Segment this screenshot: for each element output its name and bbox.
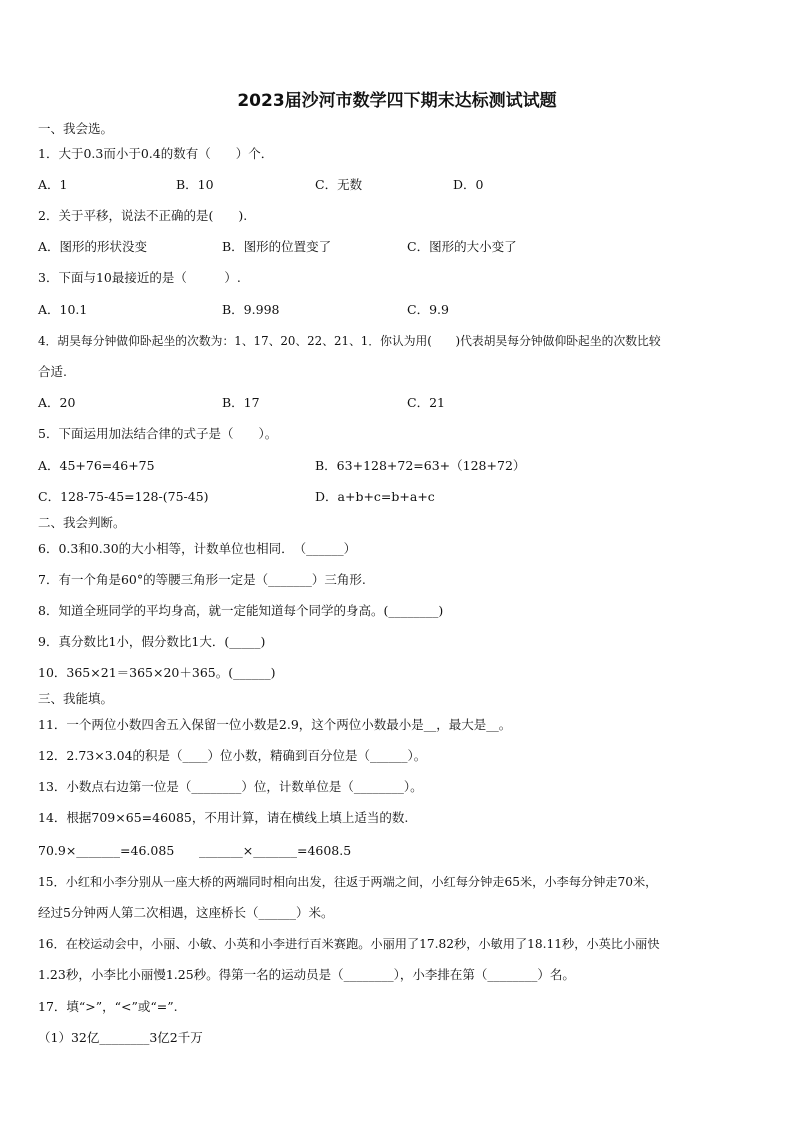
question-17: 17．填“>”，“<”或“=”. (38, 999, 178, 1014)
option-a: A．45+76=46+75 (38, 458, 155, 473)
question-17-part-1: （1）32亿________3亿2千万 (38, 1030, 203, 1045)
option-c: C．图形的大小变了 (407, 239, 517, 254)
question-5: 5．下面运用加法结合律的式子是（ ）。 (38, 426, 278, 441)
option-c: C．21 (407, 395, 445, 410)
section-heading: 二、我会判断。 (38, 515, 126, 530)
option-a: A．20 (38, 395, 76, 410)
question-4: 4．胡昊每分钟做仰卧起坐的次数为：1、17、20、22、21、1．你认为用( )代表胡昊每分钟做仰卧起坐的次数比较 (38, 334, 661, 348)
option-a: A．图形的形状没变 (38, 239, 148, 254)
option-d: D．0 (453, 177, 484, 192)
question-6: 6．0.3和0.30的大小相等，计数单位也相同． （______） (38, 541, 357, 556)
question-3: 3．下面与10最接近的是（ ）. (38, 270, 241, 285)
option-d: D．a+b+c=b+a+c (315, 489, 435, 504)
section-heading: 三、我能填。 (38, 691, 114, 706)
question-9: 9．真分数比1小，假分数比1大．(_____) (38, 634, 266, 649)
question-1: 1．大于0.3而小于0.4的数有（ ）个． (38, 146, 274, 161)
question-15: 15．小红和小李分别从一座大桥的两端同时相向出发，往返于两端之间，小红每分钟走65米，小李每分钟走70米， (38, 875, 658, 889)
option-a: A．1 (38, 177, 68, 192)
equation-1: 70.9×_______=46.085 (38, 843, 175, 858)
question-10: 10．365×21＝365×20＋365。(______) (38, 665, 276, 680)
question-4-continued: 合适. (38, 364, 67, 379)
option-b: B．63+128+72=63+（128+72） (315, 458, 526, 473)
question-13: 13．小数点右边第一位是（________）位，计数单位是（________）。 (38, 779, 423, 794)
question-7: 7．有一个角是60°的等腰三角形一定是（_______）三角形. (38, 572, 366, 587)
question-11: 11．一个两位小数四舍五入保留一位小数是2.9，这个两位小数最小是__，最大是__。 (38, 717, 512, 732)
question-8: 8．知道全班同学的平均身高，就一定能知道每个同学的身高。(________) (38, 603, 444, 618)
question-16: 16．在校运动会中，小丽、小敏、小英和小李进行百米赛跑。小丽用了17.82秒，小敏用了18.11秒，小英比小丽快 (38, 937, 660, 951)
question-16-continued: 1.23秒，小李比小丽慢1.25秒。得第一名的运动员是（________），小李排在第（________）名。 (38, 967, 575, 982)
equation-2: _______×_______=4608.5 (199, 843, 352, 858)
option-b: B．17 (222, 395, 260, 410)
question-15-continued: 经过5分钟两人第二次相遇，这座桥长（______）米。 (38, 905, 334, 920)
option-b: B．10 (176, 177, 214, 192)
question-14: 14．根据709×65=46085，不用计算，请在横线上填上适当的数. (38, 810, 409, 825)
question-2: 2．关于平移，说法不正确的是( ). (38, 208, 248, 223)
section-heading: 一、我会选。 (38, 121, 114, 136)
option-a: A．10.1 (38, 302, 88, 317)
option-c: C．无数 (315, 177, 363, 192)
page-title: 2023届沙河市数学四下期末达标测试试题 (237, 91, 557, 111)
option-b: B．图形的位置变了 (222, 239, 332, 254)
option-c: C．128-75-45=128-(75-45) (38, 489, 209, 504)
question-12: 12．2.73×3.04的积是（____）位小数，精确到百分位是（______）。 (38, 748, 427, 763)
option-c: C．9.9 (407, 302, 449, 317)
option-b: B．9.998 (222, 302, 280, 317)
